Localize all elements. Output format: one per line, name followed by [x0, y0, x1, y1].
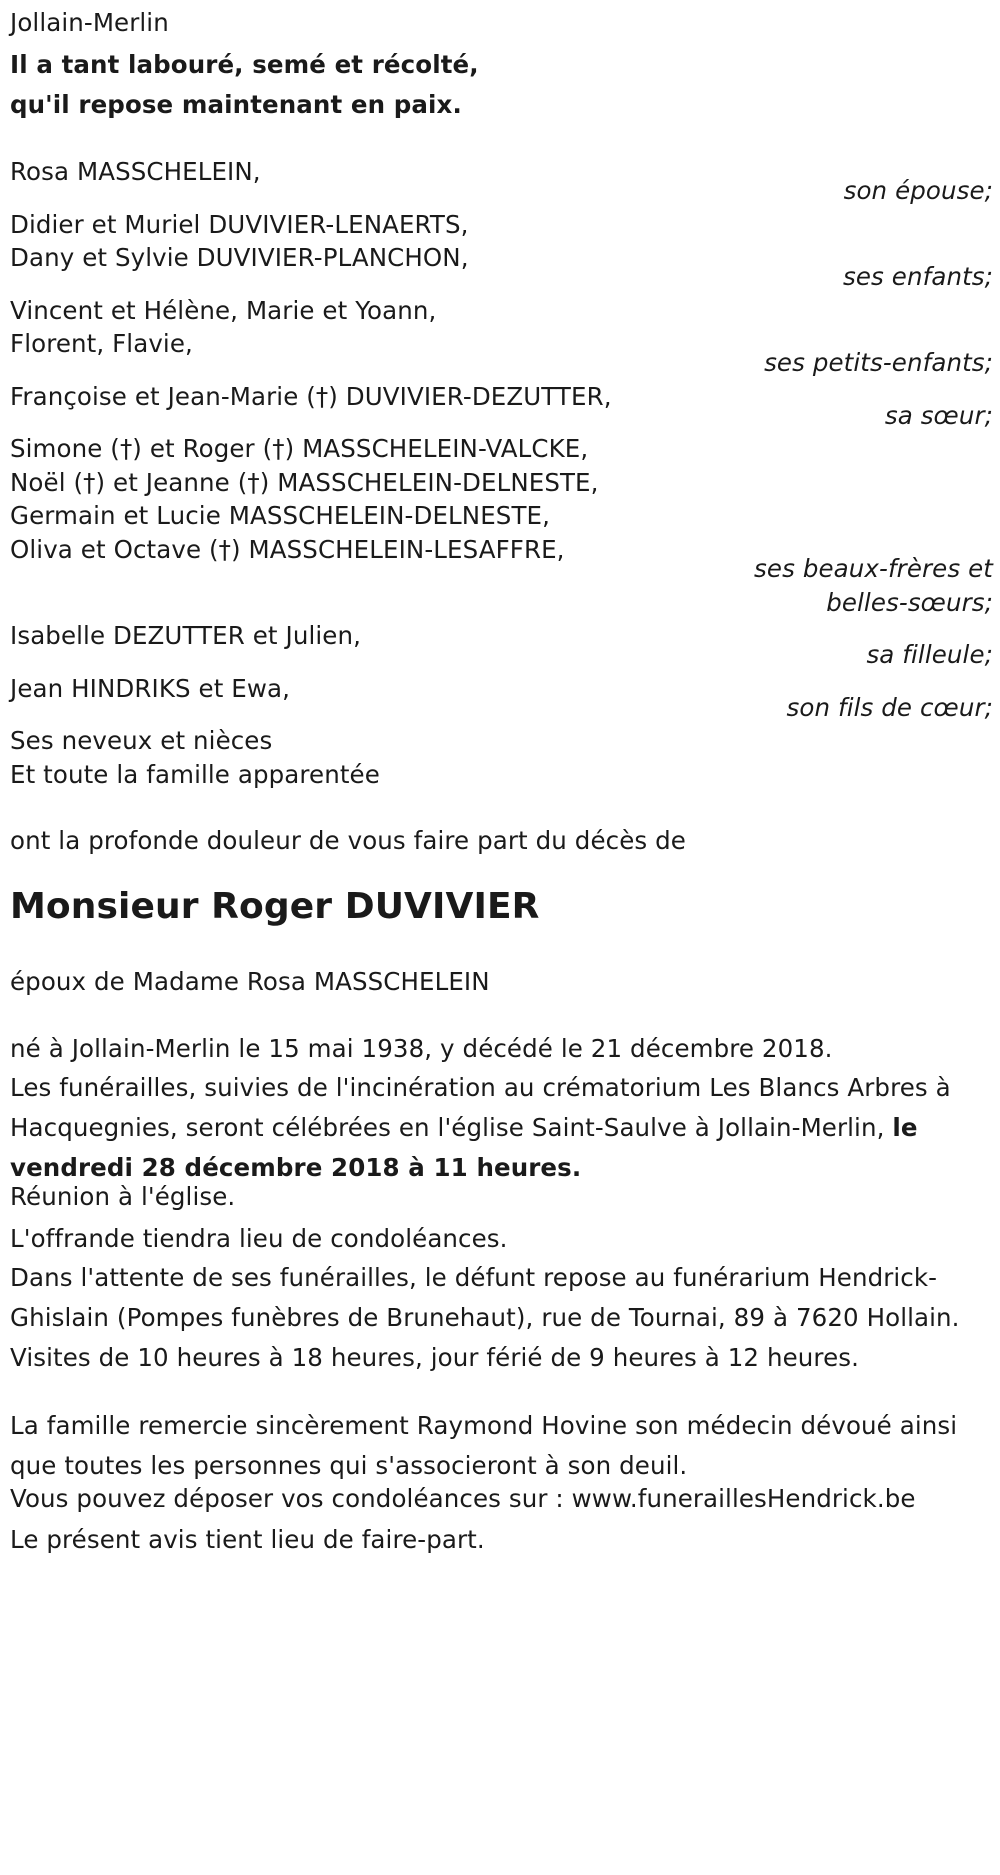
relation-grandchildren: ses petits-enfants;: [764, 348, 993, 377]
family-child-2: Dany et Sylvie DUVIVIER-PLANCHON,: [10, 243, 469, 272]
relation-inlaws-1: ses beaux-frères et: [754, 554, 993, 583]
funeral-paragraph: [10, 1068, 995, 1188]
visit-paragraph: Dans l'attente de ses funérailles, le défunt repose au funérarium Hendrick-Ghislain (Pompes funèbres de Brunehaut), rue de Tournai, 89 à 7620 Hollain. Visites de 10 heures à 18 heures, jour férié de 9 heures à 12 heures.: [10, 1263, 960, 1372]
family-heart-son: Jean HINDRIKS et Ewa,: [10, 674, 291, 703]
family-goddaughter: Isabelle DEZUTTER et Julien,: [10, 621, 361, 650]
family-grandchildren-1: Vincent et Hélène, Marie et Yoann,: [10, 296, 437, 325]
deceased-name: Monsieur Roger DUVIVIER: [10, 886, 540, 927]
relation-goddaughter: sa filleule;: [866, 640, 993, 669]
family-spouse-name: Rosa MASSCHELEIN,: [10, 157, 261, 186]
family-inlaw-2: Noël (†) et Jeanne (†) MASSCHELEIN-DELNESTE,: [10, 468, 599, 497]
meeting-note: Réunion à l'église.: [10, 1182, 236, 1211]
funeral-date: le vendredi 28 décembre 2018 à 11 heures.: [10, 1113, 918, 1182]
relation-inlaws-2: belles-sœurs;: [826, 588, 993, 617]
place-name: Jollain-Merlin: [10, 8, 169, 37]
verse-line-1: Il a tant labouré, semé et récolté,: [10, 50, 479, 79]
family-nephews: Ses neveux et nièces: [10, 726, 273, 755]
family-sister: Françoise et Jean-Marie (†) DUVIVIER-DEZUTTER,: [10, 382, 612, 411]
family-inlaw-4: Oliva et Octave (†) MASSCHELEIN-LESAFFRE,: [10, 535, 565, 564]
verse-line-2: qu'il repose maintenant en paix.: [10, 90, 462, 119]
family-inlaw-3: Germain et Lucie MASSCHELEIN-DELNESTE,: [10, 501, 550, 530]
family-relatives: Et toute la famille apparentée: [10, 760, 380, 789]
birth-death-info: né à Jollain-Merlin le 15 mai 1938, y décédé le 21 décembre 2018.: [10, 1034, 833, 1063]
closing-note: Le présent avis tient lieu de faire-part.: [10, 1525, 485, 1554]
thanks-paragraph: La famille remercie sincèrement Raymond Hovine son médecin dévoué ainsi que toutes les personnes qui s'associeront à son deuil.: [10, 1411, 958, 1480]
family-child-1: Didier et Muriel DUVIVIER-LENAERTS,: [10, 210, 469, 239]
family-grandchildren-2: Florent, Flavie,: [10, 329, 193, 358]
deceased-spouse: époux de Madame Rosa MASSCHELEIN: [10, 967, 490, 996]
announcement-text: ont la profonde douleur de vous faire part du décès de: [10, 826, 686, 855]
relation-children: ses enfants;: [843, 262, 993, 291]
funeral-text: Les funérailles, suivies de l'incinération au crématorium Les Blancs Arbres à Hacquegnies, seront célébrées en l'église Saint-Saulve à Jollain-Merlin,: [10, 1073, 951, 1142]
family-inlaw-1: Simone (†) et Roger (†) MASSCHELEIN-VALCKE,: [10, 434, 589, 463]
condolences-note: Vous pouvez déposer vos condoléances sur : www.funeraillesHendrick.be: [10, 1484, 916, 1513]
relation-sister: sa sœur;: [884, 401, 993, 430]
offering-note: L'offrande tiendra lieu de condoléances.: [10, 1224, 508, 1253]
relation-heart-son: son fils de cœur;: [786, 693, 993, 722]
relation-spouse: son épouse;: [843, 176, 993, 205]
